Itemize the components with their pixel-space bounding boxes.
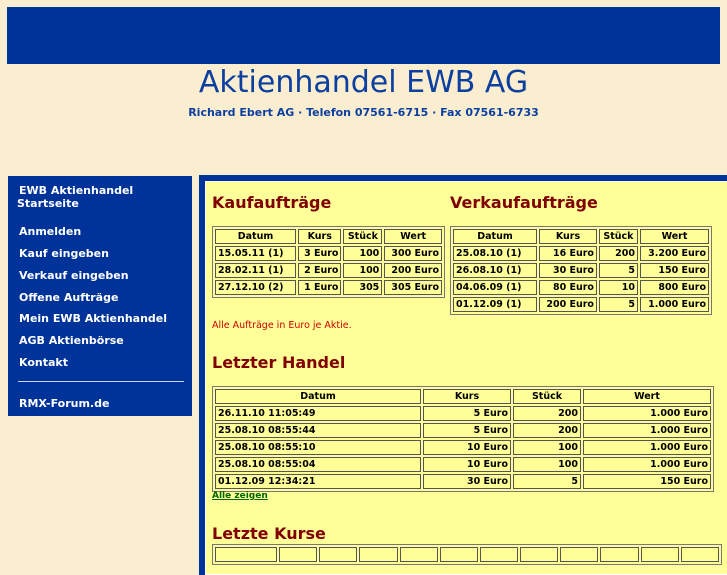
table-cell: 800 Euro [640, 280, 709, 295]
last-trades-table [212, 386, 714, 492]
column-header: Stück [599, 229, 638, 244]
table-row [215, 406, 711, 421]
table-cell: 26.08.10 (1) [453, 263, 537, 278]
table-row [215, 423, 711, 438]
table-cell: 25.08.10 08:55:04 [215, 457, 421, 472]
sidebar-item-agb[interactable]: AGB Aktienbörse [19, 334, 124, 347]
table-cell [520, 547, 558, 562]
table-row [215, 474, 711, 489]
column-header: Wert [384, 229, 442, 244]
column-header: Wert [583, 389, 711, 404]
table-cell: 100 [513, 440, 581, 455]
sidebar-item-anmelden[interactable]: Anmelden [19, 225, 82, 238]
main-panel [199, 175, 727, 575]
table-cell: 1.000 Euro [583, 423, 711, 438]
table-cell [681, 547, 719, 562]
table-cell: 16 Euro [539, 246, 597, 261]
table-cell [279, 547, 317, 562]
table-cell: 100 [513, 457, 581, 472]
column-header: Kurs [298, 229, 341, 244]
table-cell: 1.000 Euro [583, 406, 711, 421]
table-row [215, 246, 442, 261]
table-cell [480, 547, 518, 562]
table-cell: 150 Euro [583, 474, 711, 489]
table-cell: 5 [513, 474, 581, 489]
column-header: Kurs [423, 389, 511, 404]
table-row [215, 547, 719, 562]
sell-orders-heading: Verkaufaufträge [450, 193, 598, 212]
table-cell: 5 Euro [423, 406, 511, 421]
table-cell: 3.200 Euro [640, 246, 709, 261]
table-cell: 305 [343, 280, 382, 295]
table-cell: 2 Euro [298, 263, 341, 278]
table-cell [400, 547, 438, 562]
table-row [453, 263, 709, 278]
column-header: Datum [453, 229, 537, 244]
table-row [215, 457, 711, 472]
table-cell: 01.12.09 12:34:21 [215, 474, 421, 489]
table-cell: 200 Euro [539, 297, 597, 312]
sidebar [8, 176, 192, 416]
table-cell: 200 [599, 246, 638, 261]
table-cell: 15.05.11 (1) [215, 246, 296, 261]
show-all-link[interactable]: Alle zeigen [212, 491, 268, 501]
table-cell: 25.08.10 (1) [453, 246, 537, 261]
table-header-row [453, 229, 709, 244]
table-cell: 10 Euro [423, 440, 511, 455]
last-prices-table [212, 544, 722, 565]
last-trades-heading: Letzter Handel [212, 353, 346, 372]
table-cell: 25.08.10 08:55:44 [215, 423, 421, 438]
buy-orders-table [212, 226, 445, 298]
table-cell [560, 547, 598, 562]
table-row [453, 297, 709, 312]
table-cell: 200 Euro [384, 263, 442, 278]
table-cell: 5 [599, 297, 638, 312]
table-cell [319, 547, 357, 562]
table-cell: 100 [343, 246, 382, 261]
table-cell: 300 Euro [384, 246, 442, 261]
table-cell: 28.02.11 (1) [215, 263, 296, 278]
table-row [215, 263, 442, 278]
table-cell: 10 [599, 280, 638, 295]
sidebar-item-ewb-aktienhandel[interactable]: EWB Aktienhandel [19, 184, 134, 197]
table-row [453, 246, 709, 261]
table-row [215, 440, 711, 455]
table-cell [215, 547, 277, 562]
last-prices-heading: Letzte Kurse [212, 524, 326, 543]
sidebar-item-mein-ewb[interactable]: Mein EWB Aktienhandel [19, 312, 168, 325]
column-header: Wert [640, 229, 709, 244]
table-cell [641, 547, 679, 562]
orders-note: Alle Aufträge in Euro je Aktie. [212, 320, 352, 331]
sidebar-divider [18, 381, 184, 382]
table-cell: 150 Euro [640, 263, 709, 278]
table-cell: 5 Euro [423, 423, 511, 438]
table-cell: 25.08.10 08:55:10 [215, 440, 421, 455]
table-cell [600, 547, 638, 562]
table-cell: 1.000 Euro [583, 457, 711, 472]
sidebar-item-startseite[interactable]: Startseite [17, 197, 79, 210]
table-row [453, 280, 709, 295]
table-cell: 1.000 Euro [583, 440, 711, 455]
table-cell: 1 Euro [298, 280, 341, 295]
table-cell: 5 [599, 263, 638, 278]
table-cell: 80 Euro [539, 280, 597, 295]
column-header: Stück [343, 229, 382, 244]
table-cell: 3 Euro [298, 246, 341, 261]
table-header-row [215, 229, 442, 244]
site-subtitle: Richard Ebert AG · Telefon 07561-6715 · Fax 07561-6733 [188, 106, 539, 119]
buy-orders-heading: Kaufaufträge [212, 193, 332, 212]
column-header: Datum [215, 229, 296, 244]
sidebar-item-offene-auftraege[interactable]: Offene Aufträge [19, 291, 119, 304]
table-cell: 10 Euro [423, 457, 511, 472]
table-cell: 01.12.09 (1) [453, 297, 537, 312]
table-header-row [215, 389, 711, 404]
table-cell: 200 [513, 406, 581, 421]
table-cell: 30 Euro [539, 263, 597, 278]
main-content [205, 181, 727, 575]
sidebar-item-kontakt[interactable]: Kontakt [19, 356, 68, 369]
column-header: Stück [513, 389, 581, 404]
table-cell: 04.06.09 (1) [453, 280, 537, 295]
table-cell [440, 547, 478, 562]
sell-orders-table [450, 226, 712, 315]
table-cell: 1.000 Euro [640, 297, 709, 312]
sidebar-item-kauf-eingeben[interactable]: Kauf eingeben [19, 247, 109, 260]
header-banner [7, 7, 720, 64]
sidebar-item-rmx-forum[interactable]: RMX-Forum.de [19, 397, 110, 410]
table-cell: 305 Euro [384, 280, 442, 295]
table-cell: 200 [513, 423, 581, 438]
site-title: Aktienhandel EWB AG [198, 65, 529, 100]
sidebar-item-verkauf-eingeben[interactable]: Verkauf eingeben [19, 269, 129, 282]
table-cell [359, 547, 397, 562]
table-cell: 26.11.10 11:05:49 [215, 406, 421, 421]
table-cell: 30 Euro [423, 474, 511, 489]
column-header: Datum [215, 389, 421, 404]
table-row [215, 280, 442, 295]
table-cell: 27.12.10 (2) [215, 280, 296, 295]
table-cell: 100 [343, 263, 382, 278]
column-header: Kurs [539, 229, 597, 244]
